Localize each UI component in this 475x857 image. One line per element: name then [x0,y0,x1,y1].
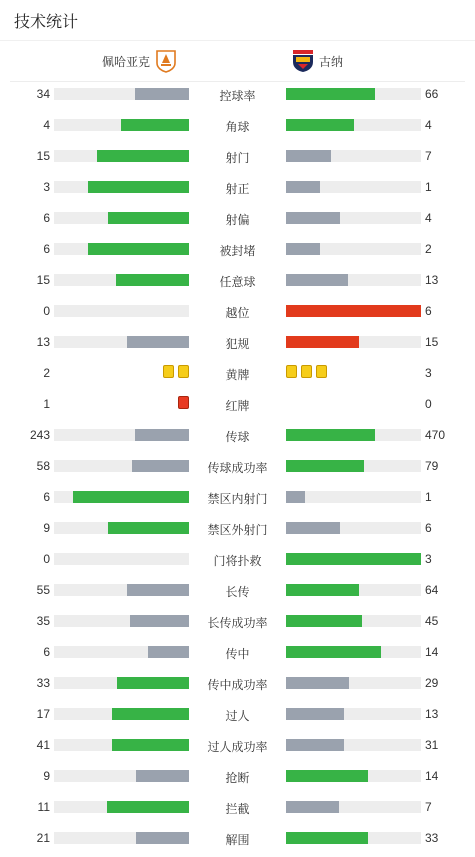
home-cards [178,396,189,409]
away-stat-bar [286,274,421,286]
home-stat-bar-fill [127,336,189,348]
stat-row [0,420,475,451]
away-stat-value: 45 [425,614,439,628]
home-stat-bar [54,522,189,534]
stat-row [0,203,475,234]
yellow-card-icon [286,365,297,378]
stat-row [0,141,475,172]
home-stat-bar [54,212,189,224]
stat-row [0,761,475,792]
away-stat-bar [286,119,421,131]
away-stat-bar [286,739,421,751]
away-stat-bar [286,646,421,658]
home-stat-bar-fill [112,739,189,751]
stat-label: 黄牌 [225,368,250,382]
away-stat-value: 79 [425,459,439,473]
home-stat-bar-fill [130,615,189,627]
stat-label: 禁区内射门 [207,492,268,506]
home-stat-value: 2 [43,366,50,380]
away-stat-bar [286,801,421,813]
home-stat-bar-fill [108,212,189,224]
away-stat-value: 33 [425,831,439,845]
stat-label: 长传 [225,585,250,599]
away-stat-bar-fill [286,212,340,224]
stat-row [0,79,475,110]
home-stat-bar-fill [97,150,189,162]
stat-row [0,513,475,544]
away-stat-bar-fill [286,615,362,627]
stat-row [0,823,475,854]
home-stat-bar [54,305,189,317]
away-stat-bar-fill [286,646,381,658]
away-stat-bar-fill [286,832,368,844]
away-stat-value: 29 [425,676,439,690]
stat-label: 传球 [225,430,250,444]
away-stat-bar [286,615,421,627]
stat-row [0,327,475,358]
stat-label: 门将扑救 [213,554,262,568]
away-stat-bar [286,584,421,596]
home-stat-value: 41 [36,738,50,752]
home-stat-value: 34 [36,87,50,101]
away-stat-bar-fill [286,739,344,751]
home-stat-bar [54,181,189,193]
home-stat-bar-fill [108,522,189,534]
home-stat-bar-fill [135,429,189,441]
away-stat-value: 13 [425,707,439,721]
home-stat-bar-fill [112,708,189,720]
home-stat-value: 9 [43,521,50,535]
away-stat-value: 66 [425,87,439,101]
home-stat-bar-fill [132,460,189,472]
home-stat-value: 4 [43,118,50,132]
stat-row [0,358,475,389]
home-team[interactable] [102,49,177,73]
away-stat-value: 0 [425,397,432,411]
away-stat-bar-fill [286,243,320,255]
home-stat-value: 33 [36,676,50,690]
stat-label: 传中 [225,647,250,661]
home-stat-value: 55 [36,583,50,597]
away-stat-value: 2 [425,242,432,256]
stat-label: 长传成功率 [207,616,268,630]
home-stat-bar [54,88,189,100]
home-stat-bar [54,119,189,131]
stat-label: 射正 [225,182,250,196]
stat-label: 拦截 [225,802,250,816]
home-stat-bar-fill [148,646,189,658]
away-stat-bar [286,336,421,348]
away-stat-value: 1 [425,180,432,194]
home-stat-value: 35 [36,614,50,628]
home-stat-bar [54,770,189,782]
away-stat-value: 6 [425,304,432,318]
away-stat-value: 31 [425,738,439,752]
away-stat-value: 14 [425,769,439,783]
stat-label: 被封堵 [219,244,256,258]
away-stat-value: 15 [425,335,439,349]
stat-row [0,451,475,482]
home-stat-value: 1 [43,397,50,411]
home-stat-bar-fill [117,677,189,689]
home-cards [163,365,189,378]
away-stat-value: 3 [425,366,432,380]
away-stat-value: 7 [425,149,432,163]
away-cards [286,365,327,378]
away-stat-bar [286,150,421,162]
stat-row [0,606,475,637]
away-stat-bar-fill [286,150,331,162]
home-stat-bar-fill [73,491,189,503]
stat-row [0,389,475,420]
home-stat-value: 6 [43,490,50,504]
stat-row [0,234,475,265]
away-stat-bar [286,305,421,317]
home-stat-bar [54,584,189,596]
stat-row [0,730,475,761]
stat-label: 射偏 [225,213,250,227]
stat-label: 禁区外射门 [207,523,268,537]
away-stat-bar [286,88,421,100]
stat-label: 任意球 [219,275,256,289]
away-stat-value: 13 [425,273,439,287]
away-stat-bar [286,243,421,255]
home-stat-value: 6 [43,645,50,659]
home-stat-bar [54,739,189,751]
red-card-icon [178,396,189,409]
stat-row [0,482,475,513]
stat-label: 角球 [225,120,250,134]
away-stat-bar [286,708,421,720]
stat-row [0,296,475,327]
away-stat-bar [286,770,421,782]
stat-row [0,110,475,141]
home-stat-bar-fill [107,801,189,813]
away-stat-bar-fill [286,274,348,286]
stat-label: 过人 [225,709,250,723]
stat-row [0,544,475,575]
home-stat-bar [54,243,189,255]
stat-label: 控球率 [219,89,256,103]
peiyaak-shield-logo-icon [155,49,177,73]
away-stat-bar [286,677,421,689]
away-stat-bar-fill [286,305,421,317]
away-stat-value: 470 [425,428,446,442]
away-team[interactable] [292,49,343,73]
home-stat-bar [54,336,189,348]
stat-label: 过人成功率 [207,740,268,754]
away-team-name: 古纳 [319,54,344,69]
home-stat-bar [54,460,189,472]
stat-label: 射门 [225,151,250,165]
away-stat-bar-fill [286,460,364,472]
home-stat-value: 58 [36,459,50,473]
away-stat-bar [286,491,421,503]
home-stat-bar-fill [88,243,189,255]
away-stat-bar-fill [286,770,368,782]
away-stat-value: 1 [425,490,432,504]
away-stat-value: 6 [425,521,432,535]
home-stat-bar-fill [135,88,189,100]
away-stat-bar [286,522,421,534]
home-stat-bar-fill [127,584,189,596]
home-stat-value: 15 [36,149,50,163]
guna-crest-logo-icon [292,49,314,73]
home-stat-bar-fill [121,119,189,131]
away-stat-bar-fill [286,677,349,689]
home-stat-value: 15 [36,273,50,287]
home-stat-value: 0 [43,552,50,566]
stat-label: 越位 [225,306,250,320]
home-stat-bar-fill [136,832,189,844]
yellow-card-icon [316,365,327,378]
away-stat-bar-fill [286,801,339,813]
yellow-card-icon [163,365,174,378]
home-stat-bar [54,677,189,689]
away-stat-bar-fill [286,119,354,131]
stat-label: 传球成功率 [207,461,268,475]
away-stat-bar [286,832,421,844]
yellow-card-icon [178,365,189,378]
home-stat-bar-fill [88,181,189,193]
away-stat-value: 64 [425,583,439,597]
away-stat-bar-fill [286,88,375,100]
away-stat-bar [286,181,421,193]
stat-label: 传中成功率 [207,678,268,692]
home-stat-bar [54,646,189,658]
away-stat-bar [286,553,421,565]
away-stat-value: 14 [425,645,439,659]
stat-row [0,637,475,668]
away-stat-value: 4 [425,118,432,132]
stats-list [0,79,475,854]
stat-row [0,575,475,606]
home-stat-bar [54,553,189,565]
home-stat-value: 0 [43,304,50,318]
home-stat-bar [54,708,189,720]
home-stat-bar-fill [116,274,189,286]
away-stat-bar-fill [286,491,305,503]
home-stat-value: 243 [29,428,50,442]
stat-row [0,792,475,823]
stat-label: 抢断 [225,771,250,785]
home-stat-value: 6 [43,211,50,225]
home-stat-bar [54,150,189,162]
stat-row [0,265,475,296]
home-stat-bar [54,274,189,286]
home-stat-bar-fill [136,770,189,782]
stat-row [0,699,475,730]
home-stat-value: 9 [43,769,50,783]
home-stat-value: 13 [36,335,50,349]
home-stat-bar [54,832,189,844]
stat-label: 解围 [225,833,250,847]
home-stat-bar [54,491,189,503]
away-stat-bar-fill [286,708,344,720]
away-stat-bar-fill [286,181,320,193]
away-stat-bar-fill [286,584,359,596]
stat-label: 红牌 [225,399,250,413]
home-stat-value: 17 [36,707,50,721]
home-stat-bar [54,615,189,627]
home-stat-value: 3 [43,180,50,194]
home-stat-value: 6 [43,242,50,256]
home-stat-bar [54,429,189,441]
away-stat-value: 3 [425,552,432,566]
home-team-name: 佩哈亚克 [101,54,150,69]
away-stat-value: 7 [425,800,432,814]
away-stat-value: 4 [425,211,432,225]
away-stat-bar-fill [286,429,375,441]
away-stat-bar-fill [286,336,359,348]
away-stat-bar [286,212,421,224]
home-stat-value: 11 [37,800,50,814]
teams-header [10,41,465,82]
home-stat-bar [54,801,189,813]
away-stat-bar-fill [286,522,340,534]
away-stat-bar [286,460,421,472]
stat-label: 犯规 [225,337,250,351]
away-stat-bar-fill [286,553,421,565]
stat-row [0,668,475,699]
away-stat-bar [286,429,421,441]
yellow-card-icon [301,365,312,378]
stat-row [0,172,475,203]
page-title: 技术统计 [0,0,475,41]
home-stat-value: 21 [36,831,50,845]
